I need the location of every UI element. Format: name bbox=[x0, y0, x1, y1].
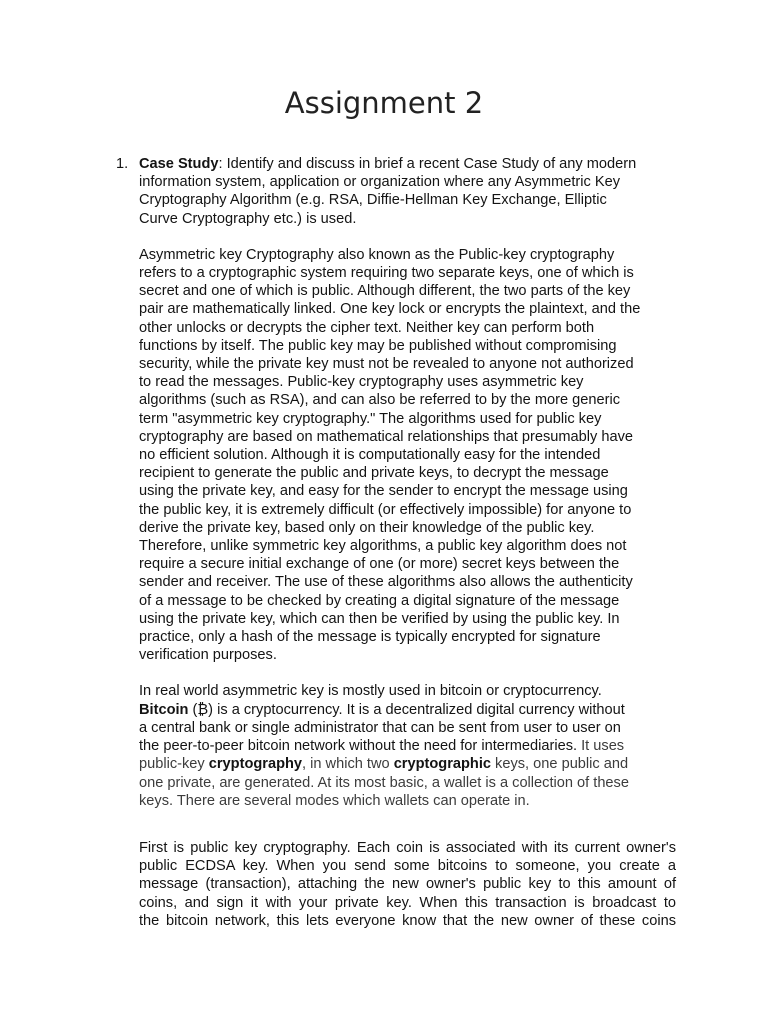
paragraph-line: Therefore, unlike symmetric key algorithms, a public key algorithm does not bbox=[139, 538, 627, 555]
paragraph-line: recipient to generate the public and private keys, to decrypt the message bbox=[139, 465, 609, 482]
prompt-line: information system, application or organization where any Asymmetric Key bbox=[139, 174, 620, 191]
paragraph-line: term "asymmetric key cryptography." The algorithms used for public key bbox=[139, 410, 602, 427]
prompt-line: Curve Cryptography etc.) is used. bbox=[139, 210, 357, 227]
paragraph-line bbox=[139, 737, 676, 755]
paragraph-line: using the private key, and easy for the sender to encrypt the message using bbox=[139, 483, 628, 500]
paragraph-line: the bitcoin network, this lets everyone know that the new owner of these coins bbox=[139, 912, 676, 929]
list-number: 1. bbox=[116, 156, 129, 172]
paragraph-line: verification purposes. bbox=[139, 647, 277, 664]
paragraph-line: keys. There are several modes which wallets can operate in. bbox=[139, 792, 530, 809]
paragraph-line: sender and receiver. The use of these algorithms also allows the authenticity bbox=[139, 574, 633, 591]
bitcoin-line-text: (₿) is a cryptocurrency. It is a decentralized digital currency without bbox=[188, 701, 625, 718]
paragraph-line: algorithms (such as RSA), and can also be referred to by the more generic bbox=[139, 392, 621, 409]
paragraph-line: message (transaction), attaching the new owner's public key to this amount of bbox=[139, 876, 676, 893]
paragraph-line: to read the messages. Public-key cryptography uses asymmetric key bbox=[139, 374, 584, 391]
paragraph-line: public ECDSA key. When you send some bitcoins to someone, you create a bbox=[139, 858, 676, 875]
paragraph-line: other unlocks or decrypts the cipher text. Neither key can perform both bbox=[139, 319, 595, 336]
paragraph-line: functions by itself. The public key may be published without compromising bbox=[139, 337, 617, 354]
spacer bbox=[139, 228, 676, 246]
paragraph-line: refers to a cryptographic system requiring two separate keys, one of which is bbox=[139, 265, 634, 282]
paragraph-line: one private, are generated. At its most basic, a wallet is a collection of these bbox=[139, 774, 629, 791]
prompt-line bbox=[139, 155, 676, 173]
spacer bbox=[139, 810, 676, 839]
paragraph-line: security, while the private key must not be revealed to anyone not authorized bbox=[139, 356, 634, 373]
case-study-label: Case Study bbox=[139, 156, 219, 172]
case-study-prompt bbox=[139, 155, 676, 228]
spacer bbox=[139, 664, 676, 682]
prompt-line-text: : Identify and discuss in brief a recent Case Study of any modern bbox=[218, 156, 637, 172]
paragraph-line: In real world asymmetric key is mostly used in bitcoin or cryptocurrency. bbox=[139, 683, 602, 700]
paragraph-line: derive the private key, based only on their knowledge of the public key. bbox=[139, 519, 595, 536]
paragraph-line: secret and one of which is public. Although different, the two parts of the key bbox=[139, 283, 631, 300]
line-text: It uses bbox=[577, 738, 625, 755]
paragraph-line: Asymmetric key Cryptography also known as the Public-key cryptography bbox=[139, 246, 615, 263]
paragraph-line: using the private key, which can then be verified by using the public key. In bbox=[139, 610, 620, 627]
line-text: public-key bbox=[139, 756, 209, 773]
paragraph-line: no efficient solution. Although it is computationally easy for the intended bbox=[139, 447, 601, 464]
cryptographic-term: cryptographic bbox=[393, 756, 491, 773]
page-title: Assignment 2 bbox=[284, 86, 484, 120]
line-text: , in which two bbox=[302, 756, 394, 773]
list-item-body bbox=[139, 155, 676, 930]
paragraph-public-key bbox=[139, 839, 676, 930]
numbered-list bbox=[116, 155, 676, 930]
paragraph-line: First is public key cryptography. Each coin is associated with its current owner's bbox=[139, 839, 676, 856]
paragraph-line bbox=[139, 701, 676, 719]
paragraph-line: cryptography are based on mathematical relationships that presumably have bbox=[139, 428, 634, 445]
paragraph-line bbox=[139, 755, 676, 773]
paragraph-line: a central bank or single administrator that can be sent from user to user on bbox=[139, 719, 621, 736]
paragraph-line: practice, only a hash of the message is typically encrypted for signature bbox=[139, 629, 601, 646]
prompt-line: Cryptography Algorithm (e.g. RSA, Diffie-Hellman Key Exchange, Elliptic bbox=[139, 192, 607, 209]
line-text: the peer-to-peer bitcoin network without the need for intermediaries. bbox=[139, 738, 578, 755]
paragraph-line: the public key, it is extremely difficult (or effectively impossible) for anyone to bbox=[139, 501, 632, 518]
paragraph-line: require a secure initial exchange of one (or more) secret keys between the bbox=[139, 556, 620, 573]
paragraph-asymmetric-intro bbox=[139, 246, 676, 665]
bitcoin-term: Bitcoin bbox=[139, 701, 189, 718]
paragraph-line: of a message to be checked by creating a digital signature of the message bbox=[139, 592, 620, 609]
paragraph-line: pair are mathematically linked. One key lock or encrypts the plaintext, and the bbox=[139, 301, 641, 318]
cryptography-term: cryptography bbox=[208, 756, 303, 773]
paragraph-bitcoin bbox=[139, 682, 676, 809]
paragraph-line: coins, and sign it with your private key. When this transaction is broadcast to bbox=[139, 894, 676, 911]
line-text: keys, one public and bbox=[491, 756, 629, 773]
